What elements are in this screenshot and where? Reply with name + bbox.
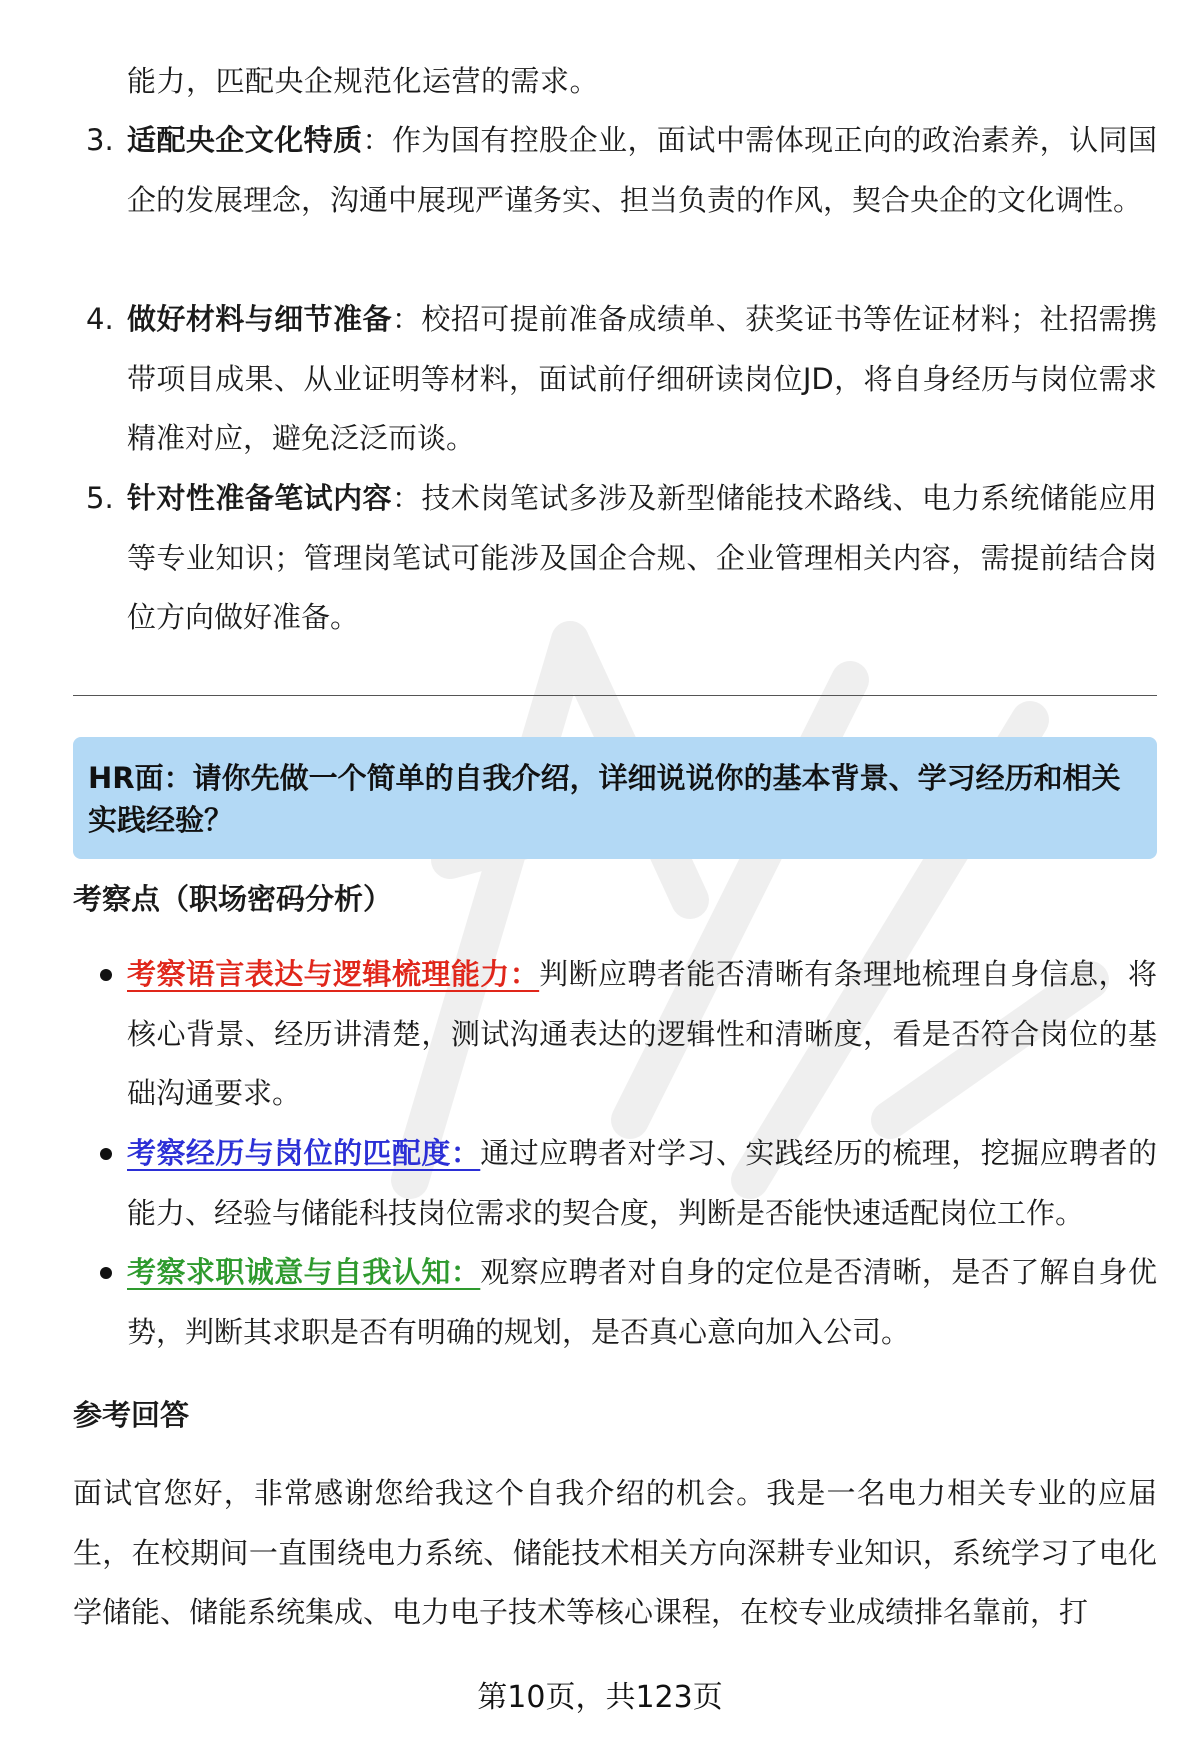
- bullet-text: 判断应聘者能否清晰有条理地梳理自身信息，将核心背景、经历讲清楚，测试沟通表达的逻辑性和清晰度，看是否符合岗位的基础沟通要求。: [127, 957, 1157, 1110]
- continuation-text: 能力，匹配央企规范化运营的需求。: [127, 64, 600, 98]
- page-footer: 第10页，共123页: [477, 1680, 723, 1715]
- bullet-dot-icon: [100, 1148, 112, 1160]
- item-number: 3.: [86, 123, 114, 157]
- bullet-body: [127, 945, 1157, 1124]
- bullet-body: [127, 1243, 1157, 1362]
- item-number: 5.: [86, 481, 114, 515]
- bullet-label: 考察语言表达与逻辑梳理能力：: [127, 957, 540, 991]
- question-box: [73, 737, 1157, 859]
- bullet-body: [127, 1124, 1157, 1243]
- bullet-label: 考察求职诚意与自我认知：: [127, 1255, 481, 1289]
- item-title: 针对性准备笔试内容: [127, 481, 392, 515]
- item-number: 4.: [86, 302, 114, 336]
- bullet-label: 考察经历与岗位的匹配度：: [127, 1136, 481, 1170]
- item-title: 适配央企文化特质: [127, 123, 363, 157]
- answer-heading: 参考回答: [73, 1398, 190, 1432]
- bullet-text: 观察应聘者对自身的定位是否清晰，是否了解自身优势，判断其求职是否有明确的规划，是否真心意向加入公司。: [127, 1255, 1157, 1349]
- bullet-dot-icon: [100, 969, 112, 981]
- question-text: HR面：请你先做一个简单的自我介绍，详细说说你的基本背景、学习经历和相关实践经验？: [88, 761, 1121, 837]
- item-text: ：校招可提前准备成绩单、获奖证书等佐证材料；社招需携带项目成果、从业证明等材料，面试前仔细研读岗位JD，将自身经历与岗位需求精准对应，避免泛泛而谈。: [127, 302, 1157, 455]
- item-body: [127, 469, 1157, 648]
- item-title: 做好材料与细节准备: [127, 302, 392, 336]
- bullet-dot-icon: [100, 1267, 112, 1279]
- item-text: ：作为国有控股企业，面试中需体现正向的政治素养，认同国企的发展理念，沟通中展现严谨务实、担当负责的作风，契合央企的文化调性。: [127, 123, 1157, 217]
- bullet-text: 通过应聘者对学习、实践经历的梳理，挖掘应聘者的能力、经验与储能科技岗位需求的契合度，判断是否能快速适配岗位工作。: [127, 1136, 1157, 1230]
- answer-paragraph: 面试官您好，非常感谢您给我这个自我介绍的机会。我是一名电力相关专业的应届生，在校期间一直围绕电力系统、储能技术相关方向深耕专业知识，系统学习了电化学储能、储能系统集成、电力电子技术等核心课程，在校专业成绩排名靠前，打: [73, 1476, 1157, 1629]
- item-text: ：技术岗笔试多涉及新型储能技术路线、电力系统储能应用等专业知识；管理岗笔试可能涉及国企合规、企业管理相关内容，需提前结合岗位方向做好准备。: [127, 481, 1157, 634]
- section-divider: [73, 695, 1157, 696]
- analysis-heading: 考察点（职场密码分析）: [73, 882, 393, 916]
- item-body: [127, 290, 1157, 469]
- item-body: [127, 111, 1157, 230]
